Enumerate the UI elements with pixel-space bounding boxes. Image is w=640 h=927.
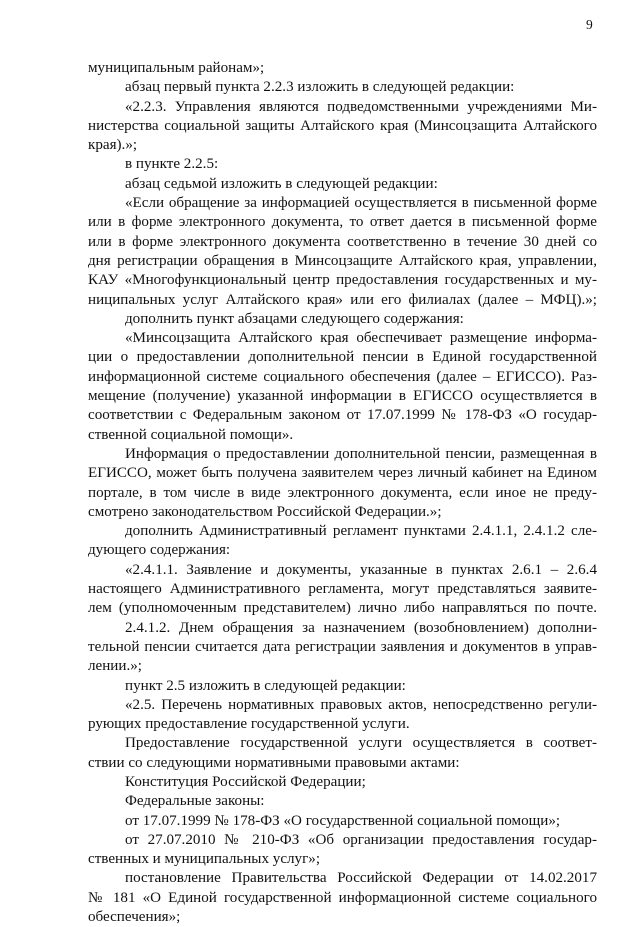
text-line: абзац первый пункта 2.2.3 изложить в следующей редакции: bbox=[125, 79, 515, 96]
text-line: ниципальных услуг Алтайского края» или его филиалах (далее – МФЦ).»; bbox=[88, 291, 597, 308]
text-line: нистерства социальной защиты Алтайского края (Минсоцзащита Алтайского bbox=[88, 117, 597, 134]
text-line: «Если обращение за информацией осуществляется в письменной форме bbox=[125, 195, 597, 212]
text-line: смотрено законодательством Российской Федерации.»; bbox=[88, 503, 442, 520]
text-line: КАУ «Многофункциональный центр предоставления государственных и му- bbox=[88, 272, 597, 289]
text-line: мещение (получение) указанной информации в ЕГИССО осуществляется в bbox=[88, 388, 597, 405]
text-line: Информация о предоставлении дополнительной пенсии, размещенная в bbox=[125, 445, 597, 462]
page-number: 9 bbox=[586, 17, 593, 32]
text-line: или в форме электронного документа, то ответ дается в письменной форме bbox=[88, 214, 597, 231]
text-line: края).»; bbox=[88, 137, 138, 154]
text-line: «2.5. Перечень нормативных правовых актов, непосредственно регули- bbox=[125, 696, 597, 713]
text-line: лении.»; bbox=[88, 658, 142, 675]
text-line: ции о предоставлении дополнительной пенсии в Единой государственной bbox=[88, 349, 597, 366]
text-line: ствии со следующими нормативными правовыми актами: bbox=[88, 754, 460, 771]
text-line: лем (уполномоченным представителем) лично либо направляться по почте. bbox=[88, 600, 597, 617]
text-line: ственной социальной помощи». bbox=[88, 426, 294, 443]
text-line: Конституция Российской Федерации; bbox=[125, 773, 366, 790]
text-line: Федеральные законы: bbox=[125, 793, 265, 810]
text-line: абзац седьмой изложить в следующей редакции: bbox=[125, 175, 438, 192]
text-line: «2.4.1.1. Заявление и документы, указанные в пунктах 2.6.1 – 2.6.4 bbox=[125, 561, 597, 578]
document-body bbox=[88, 59, 597, 927]
text-line: «Минсоцзащита Алтайского края обеспечивает размещение информа- bbox=[125, 330, 597, 347]
text-line: тельной пенсии считается дата регистрации заявления и документов в управ- bbox=[88, 638, 597, 655]
text-line: или в форме электронного документа соответственно в течение 30 дней со bbox=[88, 233, 597, 250]
text-line: дополнить пункт абзацами следующего содержания: bbox=[125, 310, 464, 327]
text-line: ственных и муниципальных услуг»; bbox=[88, 851, 321, 868]
text-line: пункт 2.5 изложить в следующей редакции: bbox=[125, 677, 406, 694]
text-line: настоящего Административного регламента, могут представляться заявите- bbox=[88, 581, 597, 598]
text-line: от 27.07.2010 № 210-ФЗ «Об организации предоставления государ- bbox=[125, 831, 597, 848]
text-line: Предоставление государственной услуги осуществляется в соответ- bbox=[125, 735, 597, 752]
text-line: дующего содержания: bbox=[88, 542, 231, 559]
text-line: рующих предоставление государственной услуги. bbox=[88, 716, 410, 733]
text-line: № 181 «О Единой государственной информационной системе социального bbox=[88, 889, 597, 906]
text-line: информационной системе социального обеспечения (далее – ЕГИССО). Раз- bbox=[88, 368, 597, 385]
text-line: 2.4.1.2. Днем обращения за назначением (возобновлением) дополни- bbox=[125, 619, 597, 636]
text-line: постановление Правительства Российской Федерации от 14.02.2017 bbox=[125, 870, 597, 887]
text-line: муниципальным районам»; bbox=[88, 60, 265, 76]
text-line: в пункте 2.2.5: bbox=[125, 156, 219, 173]
text-line: соответствии с Федеральным законом от 17.07.1999 № 178-ФЗ «О государ- bbox=[88, 407, 597, 424]
text-line: «2.2.3. Управления являются подведомственными учреждениями Ми- bbox=[125, 98, 597, 115]
text-line: от 17.07.1999 № 178-ФЗ «О государственной социальной помощи»; bbox=[125, 812, 561, 829]
text-line: портале, в том числе в виде электронного документа, если иное не преду- bbox=[88, 484, 597, 501]
text-line: обеспечения»; bbox=[88, 909, 181, 926]
text-line: дня регистрации обращения в Минсоцзащите Алтайского края, управлении, bbox=[88, 252, 597, 269]
text-line: дополнить Административный регламент пунктами 2.4.1.1, 2.4.1.2 сле- bbox=[125, 523, 597, 540]
text-line: ЕГИССО, может быть получена заявителем через личный кабинет на Едином bbox=[88, 465, 597, 482]
